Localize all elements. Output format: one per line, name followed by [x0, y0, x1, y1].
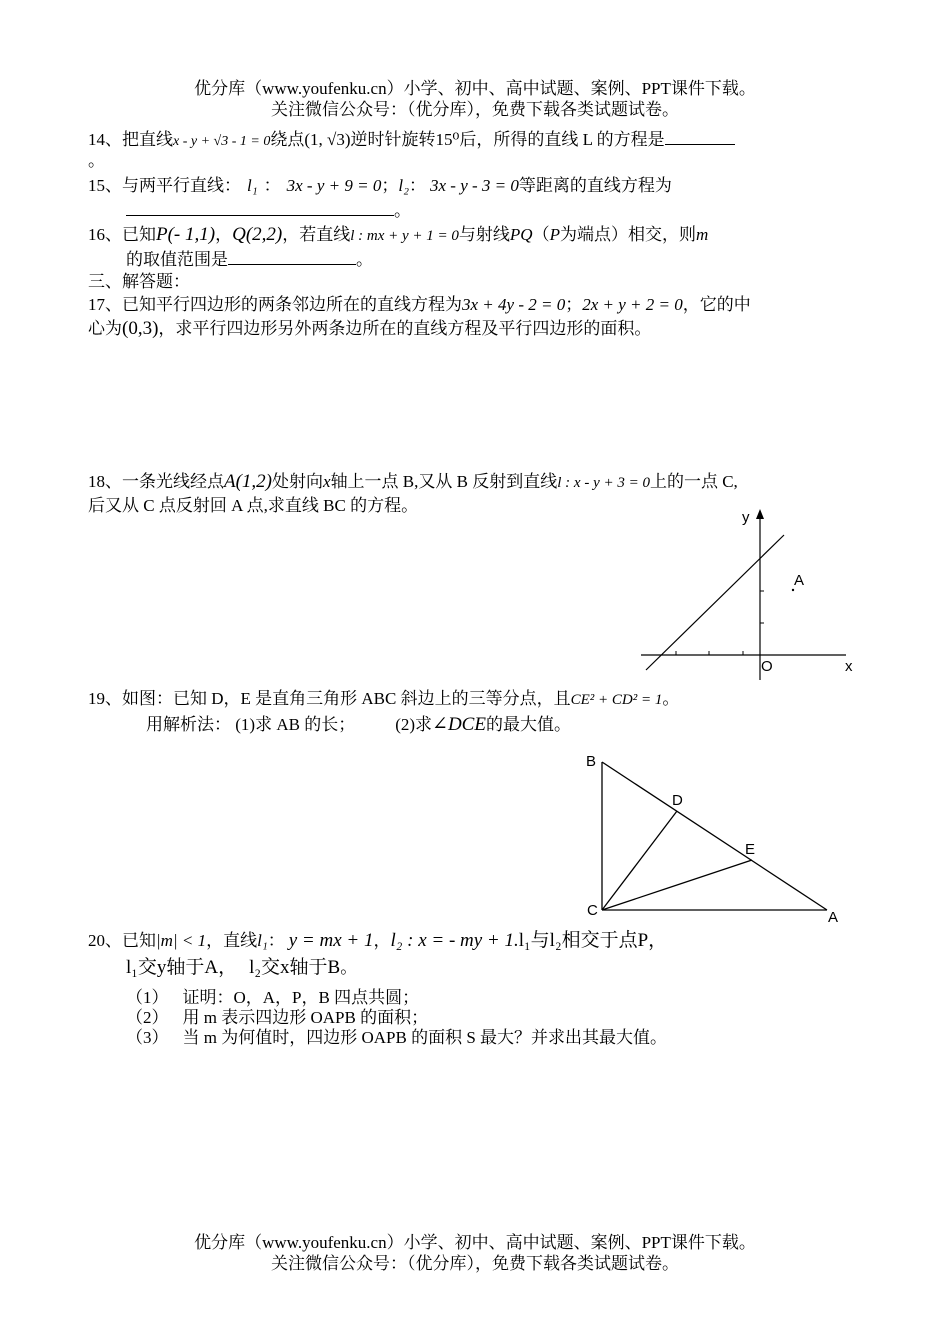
q20-item-3-number: （3） — [126, 1028, 169, 1047]
q20-item-3-text: 当 m 为何值时，四边形 OAPB 的面积 S 最大？并求出其最大值。 — [182, 1028, 668, 1047]
q20-equation-1: y = mx + 1 — [288, 930, 374, 951]
question-15: 15、与两平行直线： l₁ ： 3x - y + 9 = 0；l₂： 3x - y - 3 = 0等距离的直线方程为 — [88, 176, 672, 195]
q18-text-1: 一条光线经点 — [122, 472, 224, 491]
q20-item-1 — [126, 987, 419, 1009]
q16-comma: ， — [215, 225, 233, 244]
q20-item-3 — [126, 1027, 667, 1049]
q18-text-2: 处射向 — [272, 472, 324, 491]
q15-number: 15、 — [88, 176, 122, 195]
question-19 — [88, 688, 679, 711]
origin-label: O — [761, 658, 773, 675]
q20-end: 。 — [340, 958, 358, 977]
q16-m: m — [695, 225, 709, 244]
q17-number: 17、 — [88, 295, 122, 314]
hypotenuse-ab — [602, 762, 827, 910]
header-line-1: 优分库（www.youfenku.cn）小学、初中、高中试题、案例、PPT课件下载。 — [194, 79, 756, 98]
q16-answer-blank — [228, 248, 356, 265]
section-heading: 三、解答题： — [88, 272, 190, 291]
q20-text-3: l₁与l₂相交于点P， — [518, 930, 668, 951]
point-a-label: A — [794, 572, 805, 589]
x-axis-label: x — [845, 658, 853, 675]
line-l — [646, 535, 784, 670]
question-16 — [88, 224, 708, 247]
q19-end: 。 — [662, 689, 680, 708]
q14-number: 14、 — [88, 130, 122, 149]
q16-point-q: Q(2,2) — [232, 224, 283, 245]
footer-line-1: 优分库（www.youfenku.cn）小学、初中、高中试题、案例、PPT课件下载。 — [194, 1233, 756, 1252]
q15-l1: l₁ — [247, 176, 258, 195]
point-a-dot — [792, 589, 794, 591]
q18-text-3: 轴上一点 B,又从 B 反射到直线 — [330, 472, 558, 491]
q14-text-1: 把直线 — [122, 130, 173, 149]
q16-text-5: 为端点）相交，则 — [559, 225, 696, 244]
q18-figure — [636, 505, 861, 685]
q16-number: 16、 — [88, 225, 122, 244]
q14-equation: x - y + √3 - 1 = 0 — [173, 134, 271, 149]
q16-text-6: 的取值范围是 — [126, 250, 228, 269]
q14-text-2: 绕点 — [270, 130, 305, 149]
y-axis-arrow — [756, 509, 764, 519]
segment-cd — [602, 811, 677, 910]
q19-part-2: (2)求 — [395, 715, 433, 734]
q15-answer-line — [126, 199, 411, 222]
q16-text-4: （ — [532, 225, 550, 244]
q19-angle: ∠DCE — [432, 714, 486, 735]
q19-number: 19、 — [88, 689, 122, 708]
q20-item-1-text: 证明：O，A，P，B 四点共圆； — [182, 988, 420, 1007]
q15-separator: ； — [381, 176, 399, 195]
q20-item-2-number: （2） — [126, 1008, 169, 1027]
point-e-label: E — [745, 841, 756, 858]
q15-text-1: 与两平行直线： — [122, 176, 241, 195]
q20-text-4: l₁交y轴于A， — [126, 957, 238, 978]
q17-equation-1: 3x + 4y - 2 = 0 — [462, 295, 566, 314]
q18-number: 18、 — [88, 472, 122, 491]
q20-colon: ： — [267, 931, 285, 950]
q20-text-5: l₂交x轴于B — [249, 957, 341, 978]
q20-line-2 — [126, 957, 357, 979]
q19-figure — [580, 750, 850, 925]
q14-end: 。 — [88, 151, 105, 170]
q20-text-2: ，直线 — [206, 931, 258, 950]
q15-end: 。 — [394, 201, 411, 220]
vertex-c-label: C — [587, 902, 598, 919]
question-20 — [88, 930, 667, 952]
q14-answer-blank — [665, 128, 735, 145]
point-d-label: D — [672, 792, 683, 809]
q14-angle: 15⁰ — [435, 130, 460, 149]
q17-separator: ； — [565, 295, 583, 314]
q20-equation-2: l₂ : x = - my + 1. — [390, 930, 519, 951]
q15-answer-blank — [126, 199, 394, 216]
q19-line-2 — [146, 714, 571, 736]
q16-text-2: ，若直线 — [282, 225, 351, 244]
header-line-2: 关注微信公众号：（优分库），免费下载各类试题试卷。 — [271, 100, 679, 119]
q17-text-3: 心为 — [88, 319, 122, 338]
q16-end: 。 — [356, 250, 373, 269]
q20-l1: l₁ — [257, 931, 268, 950]
q15-equation-2: 3x - y - 3 = 0 — [429, 176, 519, 195]
q16-point-p: P(- 1,1) — [156, 224, 216, 245]
q17-text-4: ，求平行四边形另外两条边所在的直线方程及平行四边形的面积。 — [158, 319, 652, 338]
q20-item-2-text: 用 m 表示四边形 OAPB 的面积； — [182, 1008, 429, 1027]
question-17 — [88, 294, 751, 316]
segment-ce — [602, 860, 752, 910]
question-18 — [88, 471, 738, 494]
q17-equation-2: 2x + y + 2 = 0 — [582, 295, 683, 314]
q15-equation-1: 3x - y + 9 = 0 — [286, 176, 382, 195]
q16-text-1: 已知 — [122, 225, 156, 244]
q16-ray: PQ — [509, 225, 533, 244]
q18-point-a: A(1,2) — [224, 471, 273, 492]
q16-endpoint: P — [549, 225, 560, 244]
q17-line-2 — [88, 318, 651, 340]
q18-x: x — [323, 472, 331, 491]
q19-equation: CE² + CD² = 1 — [570, 692, 663, 708]
q18-line-2: 后又从 C 点反射回 A 点,求直线 BC 的方程。 — [88, 496, 419, 515]
q17-center: (0,3) — [122, 318, 159, 339]
q18-line-equation: l : x - y + 3 = 0 — [557, 475, 650, 491]
vertex-b-label: B — [586, 753, 597, 770]
q14-text-4: 后，所得的直线 L 的方程是 — [459, 130, 665, 149]
q19-part-2-end: 的最大值。 — [485, 715, 571, 734]
question-14 — [88, 128, 735, 153]
q17-text-2: ，它的中 — [682, 295, 751, 314]
q16-line-equation: l : mx + y + 1 = 0 — [350, 228, 459, 244]
q16-line-2 — [126, 248, 373, 271]
q20-number: 20、 — [88, 931, 122, 950]
q20-abs: |m| < 1 — [156, 931, 207, 950]
q20-item-2 — [126, 1007, 428, 1029]
q14-text-3: 逆时针旋转 — [350, 130, 436, 149]
q15-text-2: 等距离的直线方程为 — [518, 176, 672, 195]
y-axis-label: y — [742, 509, 750, 526]
vertex-a-label: A — [828, 909, 839, 926]
q16-text-3: 与射线 — [458, 225, 510, 244]
q20-comma: ， — [373, 931, 391, 950]
q14-point: (1, √3) — [304, 130, 351, 149]
q15-l2: l₂ — [398, 176, 409, 195]
q18-text-4: 上的一点 C, — [649, 472, 738, 491]
q20-text-1: 已知 — [122, 931, 156, 950]
q19-text-1: 如图：已知 D，E 是直角三角形 ABC 斜边上的三等分点，且 — [122, 689, 571, 708]
q20-item-1-number: （1） — [126, 988, 169, 1007]
q19-part-1: 用解析法： (1)求 AB 的长； — [146, 715, 356, 734]
footer-line-2: 关注微信公众号：（优分库），免费下载各类试题试卷。 — [271, 1254, 679, 1273]
q17-text-1: 已知平行四边形的两条邻边所在的直线方程为 — [122, 295, 462, 314]
